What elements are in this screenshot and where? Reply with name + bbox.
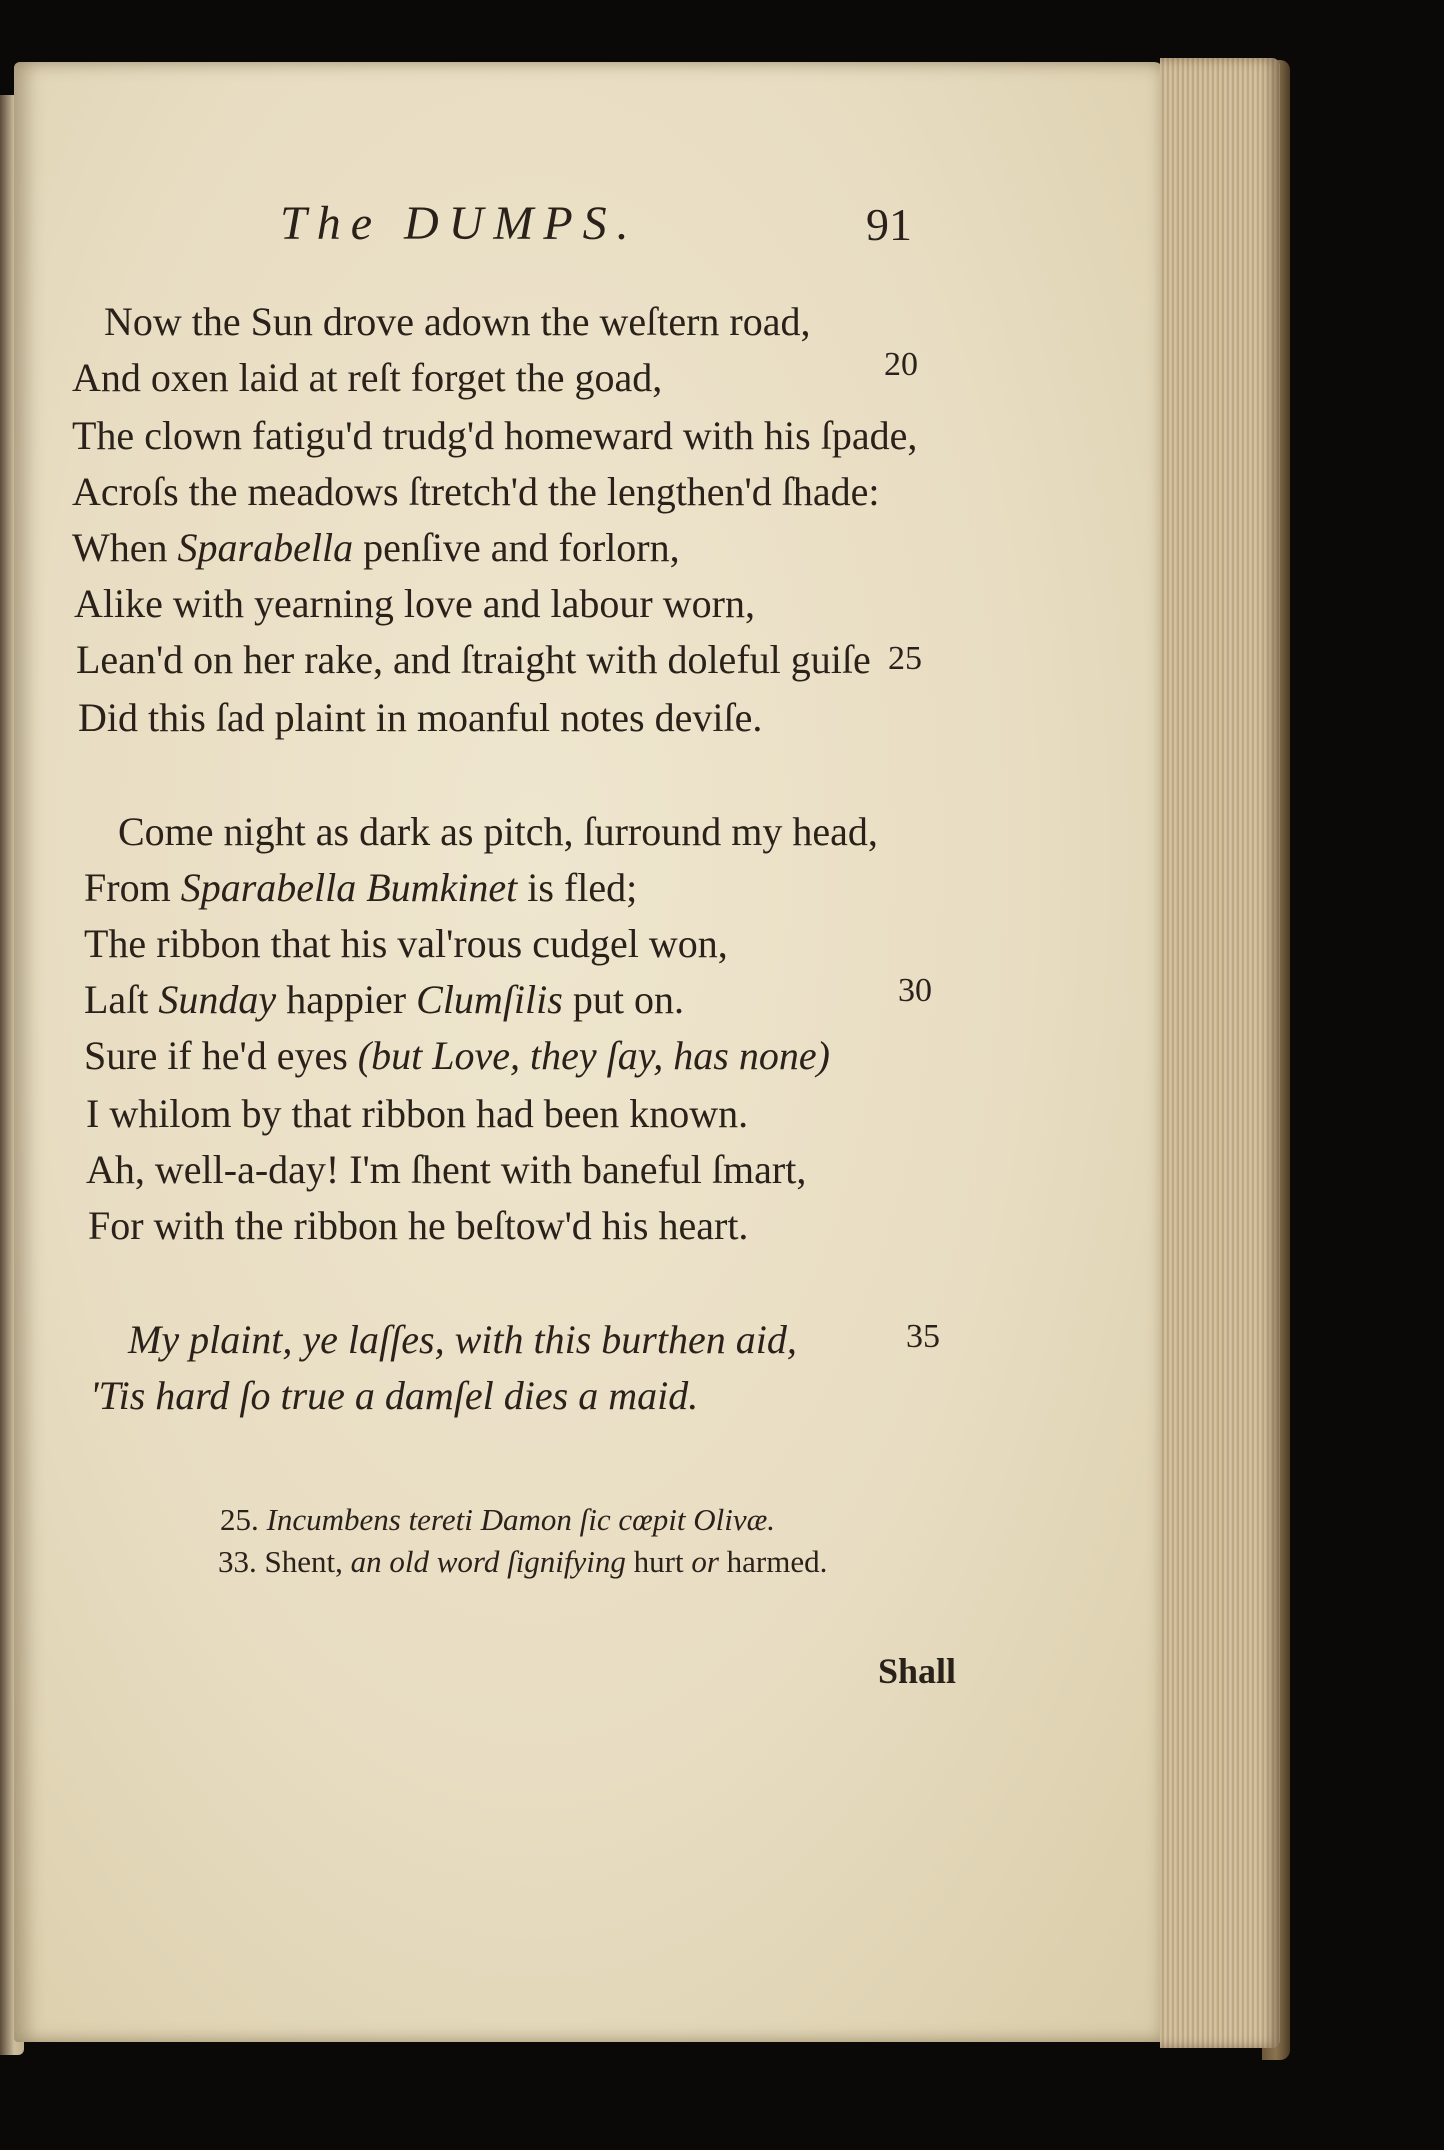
verse-name: Clumſilis [416,977,563,1022]
verse-line: Did this ſad plaint in moanful notes deviſe. [78,695,763,740]
verse-line [72,524,680,571]
footnote [220,1502,775,1538]
footnote-text: Incumbens tereti Damon ſic cœpit Olivæ. [266,1502,776,1537]
line-number: 25 [888,640,922,677]
verse-text: From [84,865,181,910]
verse-text: is fled; [517,865,638,910]
verse-text: Sure if he'd eyes [84,1033,358,1078]
verse-line: The clown fatigu'd trudg'd homeward with his ſpade, [72,413,918,458]
page-number: 91 [866,199,912,250]
line-number: 35 [906,1318,940,1355]
verse-line [84,1032,830,1079]
footnote-text: hurt [625,1544,692,1579]
verse-line: Now the Sun drove adown the weſtern road, [104,299,811,344]
chorus-line: My plaint, ye laſſes, with this burthen aid, [128,1317,797,1362]
line-number: 30 [898,972,932,1009]
verse-name: Sparabella Bumkinet [180,865,518,910]
verse-line: And oxen laid at reſt forget the goad, [72,355,663,400]
line-number: 20 [884,346,918,383]
verse-line: Acroſs the meadows ſtretch'd the lengthen'd ſhade: [72,469,880,514]
footnote-text: harmed. [718,1544,828,1579]
verse-text: When [72,525,178,570]
verse-text: happier [276,977,417,1022]
verse-line [84,864,637,911]
verse-line: Alike with yearning love and labour worn, [74,581,755,626]
page-block-edge [1160,58,1280,2048]
verse-aside: (but Love, they ſay, has none) [357,1033,830,1078]
verse-line [84,976,684,1023]
verse-name: Sparabella [177,525,354,570]
verse-line: Come night as dark as pitch, ſurround my head, [118,809,878,854]
catchword: Shall [878,1651,957,1691]
footnote-text: an old word ſignifying [350,1544,626,1579]
footnote [218,1544,827,1580]
verse-text: put on. [562,977,684,1022]
verse-name: Sunday [158,977,277,1022]
verse-line: Lean'd on her rake, and ſtraight with doleful guiſe [76,637,871,682]
chorus-line: 'Tis hard ſo true a damſel dies a maid. [90,1373,699,1418]
verse-line: I whilom by that ribbon had been known. [86,1091,749,1136]
running-head: The DUMPS. [280,197,639,250]
verse-text: penſive and forlorn, [353,525,680,570]
footnote-ref: 25. [220,1502,259,1537]
verse-line: Ah, well-a-day! I'm ſhent with baneful ſmart, [86,1147,807,1192]
verse-text: Laſt [84,977,159,1022]
footnote-term: Shent, [264,1544,351,1579]
footnote-ref: 33. [218,1544,257,1579]
verse-line: For with the ribbon he beſtow'd his heart. [88,1203,749,1248]
verse-line: The ribbon that his val'rous cudgel won, [84,921,728,966]
footnote-text: or [691,1544,719,1579]
